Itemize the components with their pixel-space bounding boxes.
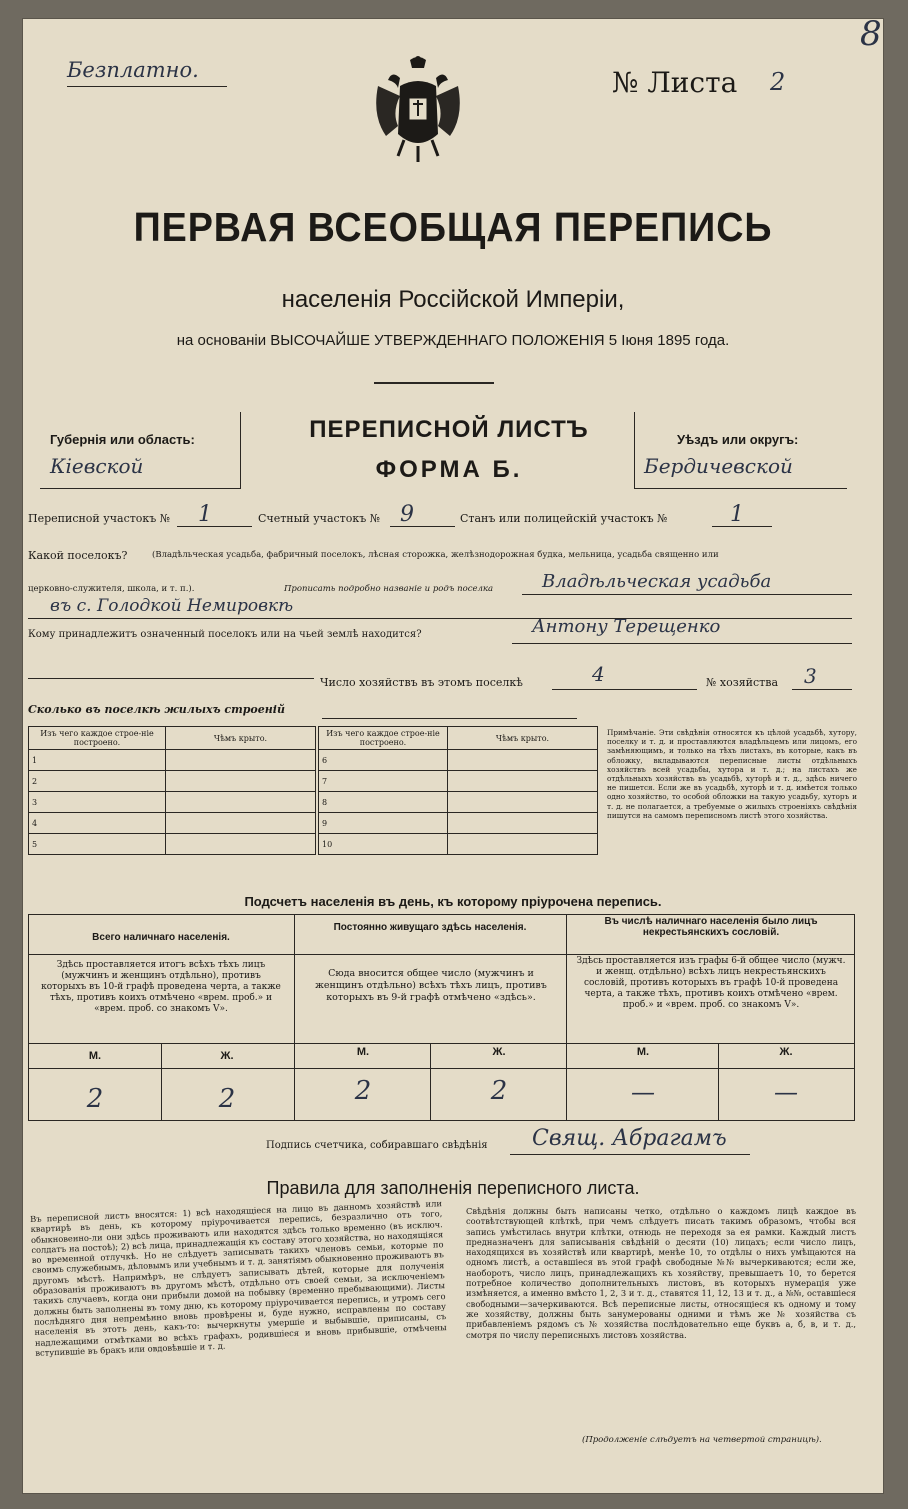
settlement-hint3: Прописать подробно названіе и родъ поселка bbox=[284, 584, 494, 594]
total-f-value[interactable]: 2 bbox=[218, 1084, 236, 1114]
buildings-col2-header-r: Чѣмъ крыто. bbox=[448, 727, 598, 750]
building-row bbox=[319, 813, 598, 834]
m-label: М. bbox=[636, 1046, 650, 1058]
rules-right-text: Свѣдѣнія должны быть написаны четко, отдѣльно о каждомъ лицѣ каждое въ соотвѣтствующей клѣткѣ, при чемъ слѣдуетъ писать такимъ образомъ, чтобы вся запись умѣстилась внутри клѣтки, отнюдь не переходя за ея рамки. Каждый листъ предназначенъ для записыванія свѣдѣній о десяти (10) лицахъ; если число лицъ, находящихся въ хозяйствѣ или квартирѣ, менѣе 10, то отдѣлы о нихъ умѣщаются на одномъ листѣ, а оставшіеся въ этой графѣ свободные №№ вычеркиваются; если же, наоборотъ, число лицъ, принадлежащихъ къ хозяйству, превышаетъ 10, то берется потребное количество дополнительныхъ листовъ, въ которыхъ нумерація уже измѣняется, а именно вмѣсто 1, 2, 3 и т. д., ставятся 11, 12, 13 и т. д., а №№, оставшіеся свободными—зачеркиваются. Всѣ переписные листы, относящіеся къ одному и тому же хозяйству, должны быть занумерованы одними и тѣмъ же № хозяйства съ прибавленіемъ рядомъ съ № хозяйства послѣдовательно еще буквъ а, б, в, и т. д., смотря по числу переписныхъ листовъ хозяйства. bbox=[466, 1206, 856, 1340]
tally-mid-rule bbox=[28, 1043, 854, 1044]
roof-cell[interactable] bbox=[166, 750, 316, 771]
perm-m-value[interactable]: 2 bbox=[354, 1076, 372, 1106]
settlement-hint2: церковно-служителя, школа, и т. п.). bbox=[28, 584, 195, 594]
basis-line: на основаніи ВЫСОЧАЙШЕ УТВЕРЖДЕННАГО ПОЛОЖЕНІЯ 5 Іюня 1895 года. bbox=[176, 332, 730, 349]
signature-label: Подпись счетчика, собиравшаго свѣдѣнія bbox=[266, 1140, 488, 1151]
count-section-underline bbox=[390, 526, 455, 527]
roof-cell[interactable] bbox=[448, 834, 598, 855]
households-underline bbox=[552, 689, 697, 690]
roof-cell[interactable] bbox=[448, 771, 598, 792]
f-label: Ж. bbox=[492, 1046, 506, 1058]
province-label: Губернія или область: bbox=[50, 432, 195, 447]
tally-mf-divider2 bbox=[430, 1044, 431, 1121]
roof-cell[interactable] bbox=[166, 813, 316, 834]
blank-underline bbox=[28, 678, 314, 679]
owner-value[interactable]: Антону Терещенко bbox=[532, 616, 721, 637]
settlement-underline2 bbox=[28, 618, 852, 619]
roof-cell[interactable] bbox=[448, 750, 598, 771]
household-no-label: № хозяйства bbox=[706, 676, 778, 689]
tally-title: Подсчетъ населенія въ день, къ которому пріурочена перепись. bbox=[244, 894, 662, 909]
households-value[interactable]: 4 bbox=[592, 662, 605, 686]
row-number: 9 bbox=[319, 813, 448, 834]
header-rule bbox=[374, 382, 494, 384]
building-row bbox=[29, 813, 316, 834]
row-number: 3 bbox=[29, 792, 166, 813]
tally-col3-title: Въ числѣ наличнаго населенія было лицъ некрестьянскихъ сословій. bbox=[604, 916, 818, 938]
signature-value[interactable]: Свящ. Абрагамъ bbox=[532, 1126, 727, 1151]
census-section-value[interactable]: 1 bbox=[198, 502, 212, 527]
row-number: 1 bbox=[29, 750, 166, 771]
buildings-col1-header: Изъ чего каждое строе-ніе построено. bbox=[29, 727, 166, 750]
stan-underline bbox=[712, 526, 772, 527]
count-section-label: Счетный участокъ № bbox=[258, 512, 381, 525]
tally-col2-text: Сюда вносится общее число (мужчинъ и женщинъ отдѣльно) всѣхъ тѣхъ лицъ, противъ которыхъ въ 9-й графѣ отмѣчено «здѣсь». bbox=[315, 968, 547, 1003]
building-row bbox=[319, 834, 598, 855]
tally-col3-text: Здѣсь проставляется изъ графы 6-й общее число (мужч. и женщ. отдѣльно) всѣхъ лицъ некрестьянскихъ сословій, противъ которыхъ въ графѣ 10-й проведена черта, а также тѣхъ, противъ коихъ отмѣчено «врем. проб.» и «врем. проб. со знакомъ V». bbox=[576, 956, 846, 1010]
owner-underline bbox=[512, 643, 852, 644]
tally-col1-text: Здѣсь проставляется итогъ всѣхъ тѣхъ лицъ (мужчинъ и женщинъ отдѣльно), противъ которыхъ въ 10-й графѣ проведена черта, а также тѣхъ, противъ коихъ отмѣчено «врем. проб.» и «врем. проб. со знакомъ V». bbox=[41, 960, 281, 1014]
roof-cell[interactable] bbox=[166, 792, 316, 813]
building-row bbox=[29, 750, 316, 771]
buildings-note: Примѣчаніе. Эти свѣдѣнія относятся къ цѣлой усадьбѣ, хутору, поселку и т. д. и проставляются владѣльцемъ или лицомъ, его замѣняющимъ, и только на тѣхъ листахъ, въ которые, какъ въ обложку, вкладываются переписные листы отдѣльныхъ хозяйствъ всей усадьбы, хутора и т. д.; на листахъ же отдѣльныхъ хозяйствъ въ усадьбѣ, хуторѣ и т. д., здѣсь ничего не пишется. Если же въ усадьбѣ, хуторѣ и т. д. имѣется только одно хозяйство, то особой обложки на такую усадьбу, хуторъ и т. д. не полагается, а требуемые о жилыхъ строеніяхъ свѣдѣнія пишутся на самомъ переписномъ листѣ этого хозяйства. bbox=[607, 728, 857, 820]
census-sheet bbox=[22, 14, 884, 1494]
buildings-underline bbox=[322, 718, 577, 719]
buildings-table-right bbox=[318, 726, 598, 855]
buildings-title: Сколько въ поселкѣ жилыхъ строеній bbox=[28, 703, 285, 716]
buildings-table-left bbox=[28, 726, 316, 855]
tally-mf-divider3 bbox=[718, 1044, 719, 1121]
f-label: Ж. bbox=[220, 1050, 234, 1062]
form-title-line2: ФОРМА Б. bbox=[375, 456, 523, 483]
tally-head-rule bbox=[28, 954, 854, 955]
households-label: Число хозяйствъ въ этомъ поселкѣ bbox=[320, 676, 523, 689]
sheet-no-value: 2 bbox=[770, 68, 786, 96]
settlement-value2[interactable]: въ с. Голодкой Немировкѣ bbox=[50, 596, 294, 616]
rules-left-text: Въ переписной листъ вносятся: 1) всѣ находящіеся на лицо въ данномъ хозяйствѣ или квартирѣ въ день, къ которому пріурочивается перепись, безразлично отъ того, обыкновенно-ли они здѣсь проживаютъ или находятся здѣсь только временно (въ исключ. солдатъ на постоѣ); 2) всѣ лица, принадлежащія къ составу этого хозяйства, но находящіяся во временной отлучкѣ. Но не слѣдуетъ записывать такихъ членовъ семьи, которые по своимъ служебнымъ, дѣловымъ или учебнымъ и т. д. занятіямъ обыкновенно проживаютъ въ другомъ мѣстѣ. Напримѣръ, не слѣдуетъ записывать дѣтей, которые для полученія образованія проживаютъ въ другомъ мѣстѣ, отдѣльно отъ своей семьи, за исключеніемъ такихъ случаевъ, когда они прибыли домой на побывку (временно пребывающими). Листы должны быть заполнены въ тому дню, къ которому пріурочивается перепись, и утромъ сего послѣдняго дня непремѣнно вновь провѣрены и, буде нужно, исправлены по составу населенія въ этотъ день, какъ-то: вычеркнуты умершіе и выбывшіе, приписаны, съ надлежащими отмѣтками во всѣхъ графахъ, родившіеся и вновь прибывшіе, отмѣчены вступившіе въ бракъ или овдовѣвшіе и т. д. bbox=[30, 1198, 447, 1358]
district-label: Уѣздъ или округъ: bbox=[677, 432, 799, 447]
tally-divider2 bbox=[566, 914, 567, 1121]
district-value[interactable]: Бердичевской bbox=[644, 454, 793, 478]
building-row bbox=[319, 771, 598, 792]
stan-label: Станъ или полицейскій участокъ № bbox=[460, 512, 668, 525]
roof-cell[interactable] bbox=[448, 813, 598, 834]
rules-continued: (Продолженіе слѣдуетъ на четвертой страницѣ). bbox=[582, 1435, 822, 1445]
m-label: М. bbox=[88, 1050, 102, 1062]
settlement-value1[interactable]: Владѣльческая усадьба bbox=[542, 571, 772, 592]
settlement-underline1 bbox=[522, 594, 852, 595]
imperial-eagle-icon bbox=[370, 56, 466, 166]
stan-value[interactable]: 1 bbox=[730, 502, 744, 527]
building-row bbox=[29, 792, 316, 813]
nonpeasant-m-value[interactable]: — bbox=[631, 1078, 655, 1106]
subtitle: населенія Россійской Имперіи, bbox=[281, 286, 625, 313]
building-row bbox=[29, 771, 316, 792]
province-value[interactable]: Кіевской bbox=[50, 454, 144, 478]
row-number: 4 bbox=[29, 813, 166, 834]
roof-cell[interactable] bbox=[166, 834, 316, 855]
tally-col2-title: Постоянно живущаго здѣсь населенія. bbox=[333, 922, 527, 933]
row-number: 7 bbox=[319, 771, 448, 792]
f-label: Ж. bbox=[779, 1046, 793, 1058]
total-m-value[interactable]: 2 bbox=[86, 1084, 104, 1114]
household-no-value[interactable]: 3 bbox=[804, 664, 817, 688]
row-number: 10 bbox=[319, 834, 448, 855]
census-section-label: Переписной участокъ № bbox=[28, 512, 171, 525]
count-section-value[interactable]: 9 bbox=[400, 502, 414, 527]
main-title: ПЕРВАЯ ВСЕОБЩАЯ ПЕРЕПИСЬ bbox=[133, 204, 773, 250]
owner-label: Кому принадлежитъ означенный поселокъ или на чьей землѣ находится? bbox=[28, 629, 422, 640]
free-label: Безплатно. bbox=[67, 58, 199, 82]
tally-divider1 bbox=[294, 914, 295, 1121]
signature-underline bbox=[510, 1154, 750, 1155]
rules-title: Правила для заполненія переписного листа. bbox=[266, 1178, 640, 1198]
settlement-hint1: (Владѣльческая усадьба, фабричный поселокъ, лѣсная сторожка, желѣзнодорожная будка, мельница, усадьба священно или bbox=[152, 550, 719, 560]
household-no-underline bbox=[792, 689, 852, 690]
roof-cell[interactable] bbox=[166, 771, 316, 792]
settlement-label: Какой поселокъ? bbox=[28, 549, 128, 562]
m-label: М. bbox=[356, 1046, 370, 1058]
roof-cell[interactable] bbox=[448, 792, 598, 813]
tally-mf-rule bbox=[28, 1068, 854, 1069]
form-title-line1: ПЕРЕПИСНОЙ ЛИСТЪ bbox=[309, 416, 589, 443]
corner-mark: 8 bbox=[860, 14, 882, 54]
row-number: 8 bbox=[319, 792, 448, 813]
building-row bbox=[319, 792, 598, 813]
tally-col1-title: Всего наличнаго населенія. bbox=[92, 932, 230, 943]
buildings-col2-header: Чѣмъ крыто. bbox=[166, 727, 316, 750]
nonpeasant-f-value[interactable]: — bbox=[774, 1078, 798, 1106]
row-number: 2 bbox=[29, 771, 166, 792]
buildings-col1-header-r: Изъ чего каждое строе-ніе построено. bbox=[319, 727, 448, 750]
free-underline bbox=[67, 86, 227, 87]
sheet-no-label: № Листа bbox=[612, 66, 738, 99]
row-number: 5 bbox=[29, 834, 166, 855]
row-number: 6 bbox=[319, 750, 448, 771]
census-section-underline bbox=[177, 526, 252, 527]
building-row bbox=[29, 834, 316, 855]
perm-f-value[interactable]: 2 bbox=[490, 1076, 508, 1106]
building-row bbox=[319, 750, 598, 771]
